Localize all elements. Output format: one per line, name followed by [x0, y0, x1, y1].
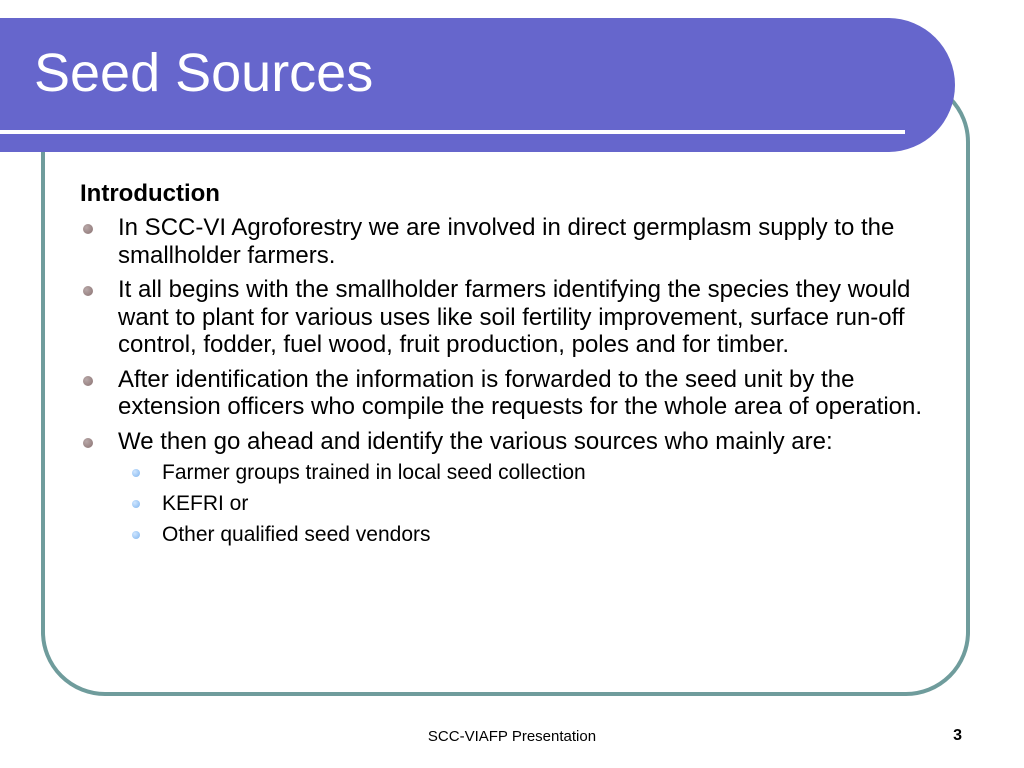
bullet-icon: [83, 224, 93, 234]
sub-bullet-text: Other qualified seed vendors: [162, 523, 431, 546]
sub-bullet-item: [118, 492, 960, 516]
bullet-item: [80, 428, 960, 548]
sub-bullet-text: Farmer groups trained in local seed collection: [162, 461, 586, 484]
bullet-text: We then go ahead and identify the various sources who mainly are:: [118, 427, 833, 455]
sub-bullet-icon: [132, 531, 140, 539]
bullet-text: It all begins with the smallholder farmers identifying the species they would want to plant for various uses like soil fertility improvement, surface run-off control, fodder, fuel wood, fruit production, poles and for timber.: [118, 276, 911, 358]
bullet-item: [80, 214, 960, 269]
slide-body: [80, 180, 960, 554]
bullet-list: [80, 214, 960, 547]
footer-text: SCC-VIAFP Presentation: [427, 728, 597, 745]
slide-title: Seed Sources: [34, 43, 374, 103]
sub-bullet-list: [118, 461, 960, 547]
sub-bullet-item: [118, 461, 960, 485]
title-underline: [0, 130, 905, 134]
bullet-item: [80, 276, 960, 359]
sub-bullet-icon: [132, 500, 140, 508]
sub-bullet-item: [118, 523, 960, 547]
sub-bullet-icon: [132, 469, 140, 477]
slide-number: 3: [953, 727, 962, 744]
bullet-text: In SCC-VI Agroforestry we are involved in direct germplasm supply to the smallholder farmers.: [118, 214, 895, 269]
bullet-icon: [83, 376, 93, 386]
section-heading: Introduction: [80, 180, 220, 207]
bullet-icon: [83, 438, 93, 448]
bullet-text: After identification the information is forwarded to the seed unit by the extension officers who compile the requests for the whole area of operation.: [118, 365, 923, 420]
bullet-item: [80, 366, 960, 421]
bullet-icon: [83, 286, 93, 296]
sub-bullet-text: KEFRI or: [162, 492, 249, 515]
